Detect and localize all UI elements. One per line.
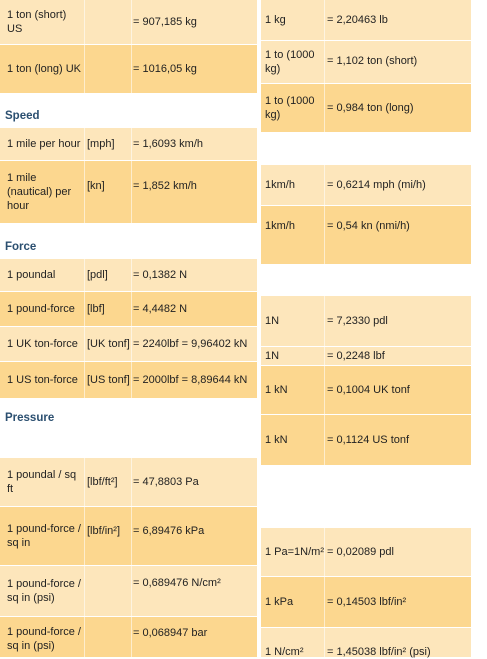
- unit-cell: 1N: [265, 315, 280, 327]
- table-row: [261, 366, 471, 414]
- value-cell: = 1016,05 kg: [133, 63, 197, 75]
- value-cell: = 0,068947 bar: [133, 627, 208, 639]
- table-row: [261, 0, 471, 40]
- table-row: [261, 528, 471, 576]
- unit-cell: 1 N/cm²: [265, 646, 304, 658]
- value-cell: = 0,54 kn (nmi/h): [327, 220, 410, 232]
- table-row: [261, 415, 471, 465]
- symbol-cell: [87, 617, 131, 657]
- value-cell: = 47,8803 Pa: [133, 476, 199, 488]
- unit-cell: 1 UK ton-force: [7, 338, 78, 350]
- value-cell: = 2240lbf = 9,96402 kN: [133, 338, 248, 350]
- table-row: [261, 84, 471, 132]
- unit-cell: 1km/h: [265, 220, 295, 232]
- table-row: [261, 41, 471, 83]
- value-cell: = 907,185 kg: [133, 16, 197, 28]
- unit-cell: 1 pound-force: [7, 303, 75, 315]
- table-row: [0, 292, 257, 326]
- value-cell: = 2000lbf = 8,89644 kN: [133, 374, 248, 386]
- table-row: [0, 128, 257, 160]
- symbol-cell: [lbf/ft²]: [87, 476, 118, 488]
- value-cell: = 4,4482 N: [133, 303, 188, 315]
- table-row: [0, 259, 257, 291]
- symbol-cell: [87, 45, 131, 93]
- value-cell: = 2,20463 lb: [327, 14, 388, 26]
- value-cell: = 0,1124 US tonf: [327, 434, 410, 446]
- symbol-cell: [87, 566, 131, 616]
- table-row: [261, 165, 471, 205]
- table-row: [0, 327, 257, 361]
- value-cell: = 1,45038 lbf/in² (psi): [327, 646, 431, 658]
- table-row: [0, 362, 257, 398]
- table-row: [261, 206, 471, 264]
- section-heading-force: Force: [5, 241, 37, 253]
- unit-cell: 1N: [265, 350, 280, 362]
- value-cell: = 1,6093 km/h: [133, 138, 204, 150]
- table-row: [0, 566, 257, 616]
- section-heading-speed: Speed: [5, 110, 40, 122]
- table-row: [0, 45, 257, 93]
- unit-cell: 1 kN: [265, 384, 288, 396]
- value-cell: = 0,1004 UK tonf: [327, 384, 410, 396]
- unit-cell: 1 kPa: [265, 596, 294, 608]
- value-cell: = 0,2248 lbf: [327, 350, 385, 362]
- symbol-cell: [lbf]: [87, 303, 105, 315]
- unit-cell: 1 ton (short) US: [7, 9, 67, 35]
- section-heading-pressure: Pressure: [5, 412, 55, 424]
- symbol-cell: [pdl]: [87, 269, 108, 281]
- value-cell: = 0,02089 pdl: [327, 546, 394, 558]
- unit-cell: 1 mile (nautical) per hour: [7, 172, 72, 212]
- symbol-cell: [lbf/in²]: [87, 525, 121, 537]
- symbol-cell: [mph]: [87, 138, 115, 150]
- unit-cell: 1 to (1000 kg): [265, 95, 315, 121]
- unit-cell: 1km/h: [265, 179, 295, 191]
- unit-cell: 1 US ton-force: [7, 374, 78, 386]
- unit-cell: 1 mile per hour: [7, 138, 81, 150]
- table-row: [261, 577, 471, 627]
- value-cell: = 6,89476 kPa: [133, 525, 205, 537]
- value-cell: = 0,689476 N/cm²: [133, 577, 221, 589]
- unit-cell: 1 pound-force / sq in (psi): [7, 578, 81, 604]
- unit-cell: 1 poundal / sq ft: [7, 469, 77, 495]
- unit-cell: 1 Pa=1N/m²: [265, 546, 324, 558]
- symbol-cell: [US tonf]: [87, 374, 130, 386]
- value-cell: = 0,6214 mph (mi/h): [327, 179, 426, 191]
- symbol-cell: [UK tonf]: [87, 338, 130, 350]
- unit-cell: 1 kg: [265, 14, 286, 26]
- unit-cell: 1 pound-force / sq in: [7, 523, 81, 549]
- table-row: [0, 507, 257, 565]
- table-row: [261, 296, 471, 346]
- unit-cell: 1 ton (long) UK: [7, 63, 81, 75]
- table-row: [0, 0, 257, 44]
- unit-cell: 1 pound-force / sq in (psi): [7, 626, 81, 652]
- unit-cell: 1 poundal: [7, 269, 56, 281]
- value-cell: = 0,984 ton (long): [327, 102, 414, 114]
- value-cell: = 1,852 km/h: [133, 180, 197, 192]
- unit-cell: 1 kN: [265, 434, 288, 446]
- table-row: [0, 161, 257, 223]
- value-cell: = 1,102 ton (short): [327, 55, 418, 67]
- table-row: [0, 617, 257, 657]
- value-cell: = 0,14503 lbf/in²: [327, 596, 407, 608]
- table-row: [261, 347, 471, 365]
- table-row: [261, 628, 471, 657]
- value-cell: = 0,1382 N: [133, 269, 188, 281]
- symbol-cell: [87, 0, 131, 44]
- unit-cell: 1 to (1000 kg): [265, 49, 315, 75]
- symbol-cell: [kn]: [87, 180, 105, 192]
- value-cell: = 7,2330 pdl: [327, 315, 388, 327]
- table-row: [0, 458, 257, 506]
